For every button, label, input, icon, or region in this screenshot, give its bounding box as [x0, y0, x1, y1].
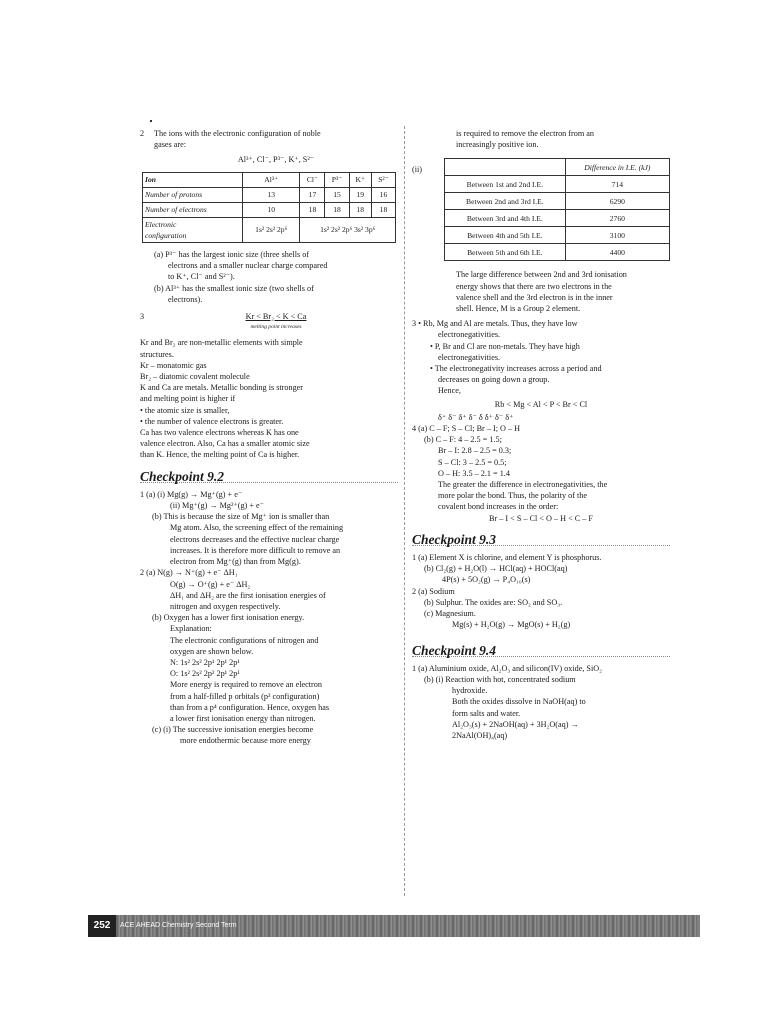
table-header-cell: S²⁻ — [371, 172, 395, 187]
ie-text-line: shell. Hence, M is a Group 2 element. — [456, 304, 581, 314]
table-cell: 6290 — [565, 193, 669, 210]
q4-line: covalent bond increases in the order: — [438, 502, 559, 512]
page-footer — [88, 915, 700, 937]
config-label: configuration — [145, 230, 187, 240]
cp92-line: (b) This is because the size of Mg⁺ ion is smaller than — [152, 512, 330, 522]
table-header-cell: Difference in I.E. (kJ) — [565, 159, 669, 176]
cp92-line: oxygen are shown below. — [170, 646, 254, 656]
ie-text-line: energy shows that there are two electrons in the — [456, 281, 612, 291]
table-cell — [143, 217, 243, 242]
q4-line: (b) C – F: 4 – 2.5 = 1.5; — [424, 435, 502, 445]
q2-intro-line: The ions with the electronic configuration of noble — [154, 129, 321, 138]
table-cell: 13 — [243, 187, 300, 202]
q3-right-line: electronegativities. — [438, 330, 501, 340]
table-row — [143, 202, 396, 217]
cp92-line: More energy is required to remove an electron — [170, 680, 322, 690]
right-column — [412, 128, 670, 741]
table-row — [445, 227, 670, 244]
q3-line: K and Ca are metals. Metallic bonding is stronger — [140, 383, 304, 393]
q2b-line: (b) Al³⁺ has the smallest ionic size (two shells of — [154, 283, 314, 293]
table-header-cell — [445, 159, 566, 176]
q2a-line: to K⁺, Cl⁻ and S²⁻). — [168, 272, 235, 282]
cp92-line: Mg atom. Also, the screening effect of the remaining — [170, 523, 344, 533]
checkpoint-title: Checkpoint 9.3 — [412, 534, 670, 546]
table-cell: 17 — [300, 187, 325, 202]
column-divider — [404, 126, 405, 896]
table-row — [143, 217, 396, 242]
cp92-line: than from a p⁴ configuration. Hence, oxygen has — [170, 702, 330, 712]
q2-ions: Al³⁺, Cl⁻, P³⁻, K⁺, S²⁻ — [237, 155, 315, 165]
q4-line: O – H: 3.5 – 2.1 = 1.4 — [438, 468, 510, 478]
config-label: Electronic — [145, 219, 177, 229]
q4-line: Br – I: 2.8 – 2.5 = 0.3; — [438, 446, 512, 456]
q3-right-line: • The electronegativity increases across a period and — [430, 364, 602, 374]
question-number: 2 — [140, 129, 145, 138]
table-cell: 18 — [300, 202, 325, 217]
cp92-line: The electronic configurations of nitrogen and — [170, 635, 319, 645]
cp92-line: (ii) Mg⁺(g) → Mg²⁺(g) + e⁻ — [170, 501, 264, 511]
cp94-line: Al₂O₃(s) + 2NaOH(aq) + 3H₂O(aq) → — [452, 719, 579, 729]
cp93-line: (c) Magnesium. — [424, 609, 476, 619]
table-cell: 15 — [325, 187, 349, 202]
cp92-line: a lower first ionisation energy than nitrogen. — [170, 713, 316, 723]
table-cell: 10 — [243, 202, 300, 217]
table-row — [143, 172, 396, 187]
checkpoint-title: Checkpoint 9.2 — [140, 471, 398, 483]
cp93-line: 1 (a) Element X is chlorine, and element Y is phosphorus. — [412, 553, 602, 563]
table-cell: Between 4th and 5th I.E. — [445, 227, 566, 244]
table-header-cell: Al³⁺ — [243, 172, 300, 187]
cp92-line: N: 1s² 2s² 2p¹ 2p¹ 2p¹ — [170, 657, 240, 667]
cp93-line: (b) Cl₂(g) + H₂O(l) → HCl(aq) + HOCl(aq) — [424, 564, 568, 574]
cp93-line: 2 (a) Sodium — [412, 586, 455, 596]
table-row — [445, 210, 670, 227]
table-cell: 18 — [371, 202, 395, 217]
left-column — [140, 128, 398, 747]
table-row — [143, 187, 396, 202]
table-header-cell: Ion — [143, 172, 243, 187]
cp92-line: electron from Mg⁺(g) than from Mg(g). — [170, 557, 301, 567]
table-cell: Number of protons — [143, 187, 243, 202]
q3-line: valence electron. Also, Ca has a smaller atomic size — [140, 439, 310, 449]
ion-table — [142, 172, 396, 243]
ie-text-line: valence shell and the 3rd electron is in the inner — [456, 292, 613, 302]
table-cell: 714 — [565, 176, 669, 193]
q3-line: Ca has two valence electrons whereas K has one — [140, 428, 299, 438]
q4-line: Br – I < S – Cl < O – H < C – F — [489, 513, 593, 523]
table-header-cell: K⁺ — [349, 172, 371, 187]
q3-right-line: Hence, — [438, 386, 461, 396]
q4-line: S – Cl: 3 – 2.5 = 0.5; — [438, 457, 507, 467]
table-row — [445, 244, 670, 261]
q4-line: 4 (a) C – F; S – Cl; Br – I; O – H — [412, 424, 521, 434]
q3-right-line: 3 • Rb, Mg and Al are metals. Thus, they have low — [412, 319, 578, 329]
table-cell: Between 3rd and 4th I.E. — [445, 210, 566, 227]
q3-right-line: electronegativities. — [438, 352, 501, 362]
cp92-line: from a half-filled p orbitals (p³ configuration) — [170, 691, 320, 701]
cp92-line: increases. It is therefore more difficult to remove an — [170, 545, 341, 555]
q3-partial-charges: δ⁺ δ⁻ δ⁺ δ⁻ δ δ⁺ δ⁻ δ⁺ — [438, 412, 514, 422]
table-row — [445, 159, 670, 176]
q3-right-line: decreases on going down a group. — [438, 375, 550, 385]
q2a-line: electrons and a smaller nuclear charge compared — [168, 261, 328, 271]
q2b-line: electrons). — [168, 294, 203, 304]
cont-line: is required to remove the electron from an — [456, 129, 594, 138]
question-number: 3 — [140, 312, 145, 322]
cp94-line: hydroxide. — [452, 686, 488, 696]
table-cell: 1s² 2s² 2p⁶ 3s² 3p⁶ — [300, 217, 396, 242]
table-cell: 18 — [325, 202, 349, 217]
cp92-line: nitrogen and oxygen respectively. — [170, 601, 281, 611]
q4-line: The greater the difference in electronegativities, the — [438, 480, 608, 490]
table-header-cell: P³⁻ — [325, 172, 349, 187]
cp92-line: (c) (i) The successive ionisation energies become — [152, 725, 314, 735]
cp92-line: (b) Oxygen has a lower first ionisation energy. — [152, 613, 305, 623]
table-header-cell: Cl⁻ — [300, 172, 325, 187]
cp94-line: Both the oxides dissolve in NaOH(aq) to — [452, 697, 586, 707]
table-cell: 3100 — [565, 227, 669, 244]
page-number: 252 — [88, 915, 116, 937]
table-cell: Between 5th and 6th I.E. — [445, 244, 566, 261]
q2-intro-line: gases are: — [154, 140, 187, 150]
checkpoint-title: Checkpoint 9.4 — [412, 645, 670, 657]
cp92-line: 2 (a) N(g) → N⁺(g) + e⁻ ΔH₁ — [140, 568, 238, 578]
table-row — [445, 193, 670, 210]
table-cell: 4400 — [565, 244, 669, 261]
cp94-line: 1 (a) Aluminium oxide, Al₂O₃ and silicon(IV) oxide, SiO₂ — [412, 663, 603, 673]
q4-line: more polar the bond. Thus, the polarity of the — [438, 491, 588, 501]
cp92-line: Explanation: — [170, 624, 212, 634]
cont-line: increasingly positive ion. — [456, 140, 539, 150]
table-cell: Number of electrons — [143, 202, 243, 217]
ie-text-line: The large difference between 2nd and 3rd ionisation — [456, 270, 627, 280]
q3-line: Kr and Br₂ are non-metallic elements with simple — [140, 338, 303, 348]
q3-line: than K. Hence, the melting point of Ca is higher. — [140, 450, 300, 460]
cp93-line: (b) Sulphur. The oxides are: SO₂ and SO₃. — [424, 597, 563, 607]
q3-line: Kr – monatomic gas — [140, 360, 207, 370]
cp94-line: form salts and water. — [452, 708, 521, 718]
cp92-line: ΔH₁ and ΔH₂ are the first ionisation energies of — [170, 590, 326, 600]
cp92-line: more endothermic because more energy — [180, 736, 311, 746]
table-cell: Between 2nd and 3rd I.E. — [445, 193, 566, 210]
cp92-line: electrons decreases and the effective nuclear charge — [170, 534, 340, 544]
table-cell: 16 — [371, 187, 395, 202]
q3-order: Kr < Br₂ < K < Ca — [245, 312, 307, 322]
cp93-line: Mg(s) + H₂O(g) → MgO(s) + H₂(g) — [452, 620, 571, 630]
q3-order-note: melting point increases — [250, 324, 302, 331]
q3-line: and melting point is higher if — [140, 394, 236, 404]
table-row — [445, 176, 670, 193]
cp92-line: 1 (a) (i) Mg(g) → Mg⁺(g) + e⁻ — [140, 489, 243, 499]
book-title: ACE AHEAD Chemistry Second Term — [120, 922, 237, 929]
cp92-line: O: 1s² 2s² 2p² 2p¹ 2p¹ — [170, 669, 240, 679]
q3-line: • the atomic size is smaller, — [140, 405, 230, 415]
cp94-line: (b) (i) Reaction with hot, concentrated sodium — [424, 674, 576, 684]
q3-line: structures. — [140, 349, 174, 359]
q3-line: • the number of valence electrons is greater. — [140, 416, 284, 426]
cp93-line: 4P(s) + 5O₂(g) → P₄O₁₀(s) — [442, 575, 531, 585]
q3-right-line: • P, Br and Cl are non-metals. They have high — [430, 341, 580, 351]
ie-table — [444, 158, 670, 261]
table-cell: 19 — [349, 187, 371, 202]
table-cell: Between 1st and 2nd I.E. — [445, 176, 566, 193]
cp92-line: O(g) → O⁺(g) + e⁻ ΔH₂ — [170, 579, 251, 589]
cp94-line: 2NaAl(OH)₄(aq) — [452, 730, 508, 740]
table-cell: 2760 — [565, 210, 669, 227]
q2a-line: (a) P³⁻ has the largest ionic size (three shells of — [154, 250, 310, 260]
sub-label: (ii) — [412, 165, 423, 175]
stray-mark — [150, 120, 152, 122]
q3-electronegativity-order: Rb < Mg < Al < P < Br < Cl — [494, 399, 588, 409]
table-cell: 18 — [349, 202, 371, 217]
table-cell: 1s² 2s² 2p⁶ — [243, 217, 300, 242]
q3-line: Br₂ – diatomic covalent molecule — [140, 372, 250, 382]
